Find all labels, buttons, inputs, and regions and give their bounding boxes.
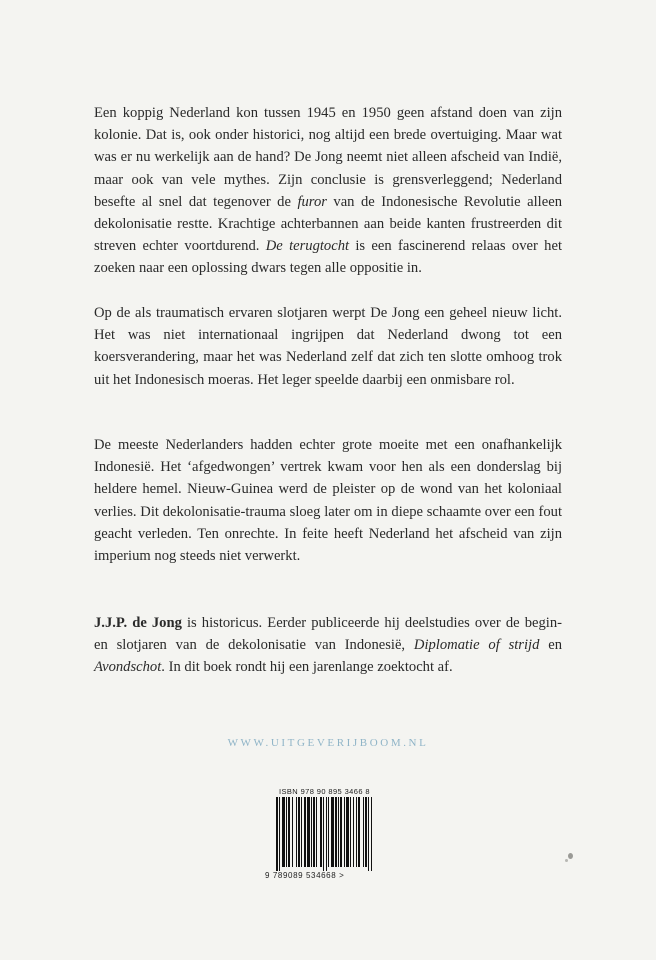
barcode-bar: [331, 797, 334, 867]
barcode-bar: [368, 797, 369, 871]
barcode-bar: [301, 797, 302, 867]
publisher-website-link[interactable]: WWW.UITGEVERIJBOOM.NL: [227, 737, 429, 749]
p4-text-c: en: [539, 637, 562, 654]
barcode-bar: [307, 797, 310, 867]
barcode-bar: [311, 797, 312, 867]
isbn-label: ISBN 978 90 895 3466 8: [279, 787, 370, 796]
barcode-bars: [276, 797, 400, 871]
barcode-digits: 9 789089 534668 >: [265, 871, 345, 880]
blurb-paragraph-1: [94, 102, 562, 280]
barcode-bar: [340, 797, 342, 867]
author-name: J.J.P. de Jong: [94, 615, 182, 631]
isbn-barcode: [265, 787, 400, 887]
paper-speck: [568, 853, 573, 859]
barcode-bar: [356, 797, 357, 867]
barcode-bar: [323, 797, 324, 871]
barcode-bar: [353, 797, 354, 867]
barcode-bar: [365, 797, 367, 867]
p4-italic-book1: Diplomatie of strijd: [413, 637, 540, 654]
p3-text: De meeste Nederlanders hadden echter grote moeite met een onafhankelijk Indonesië. Het ‘afgedwongen’ vertrek kwam voor hen als een donderslag bij heldere hemel. Nieuw-Guinea werd de pleister op de wond van het koloniaal verlies. Dit dekolonisatie-trauma sloeg later om in diepe schaamte over een fout geacht verleden. Ten onrechte. In feite heeft Nederland het afscheid van zijn imperium nog steeds niet verwerkt.: [94, 437, 562, 565]
barcode-bar: [338, 797, 339, 867]
barcode-bar: [286, 797, 287, 867]
barcode-bar: [279, 797, 280, 871]
p1-text-a: Een koppig Nederland kon tussen 1945 en 1950 geen afstand doen van zijn kolonie. Dat is, ook onder historici, nog altijd een brede overtuiging. Maar wat was er nu werkelijk aan de hand? De Jong neemt niet alleen afscheid van Indië, maar ook van vele mythes. Zijn conclusie is grensverleggend; Nederland besefte al snel dat tegenover de: [94, 105, 562, 210]
barcode-bar: [288, 797, 290, 867]
paper-speck-small: [565, 859, 568, 862]
barcode-bar: [298, 797, 300, 867]
barcode-bar: [344, 797, 345, 867]
barcode-bar: [358, 797, 360, 867]
barcode-bar: [316, 797, 317, 867]
blurb-paragraph-2: [94, 302, 562, 391]
p4-italic-book2: Avondschot: [94, 659, 162, 676]
barcode-bar: [335, 797, 337, 867]
barcode-bar: [363, 797, 364, 867]
p1-text-e: is een fascinerend relaas over het zoeken naar een oplossing dwars tegen alle oppositie in.: [94, 238, 563, 277]
barcode-bar: [350, 797, 351, 867]
barcode-bar: [371, 797, 372, 871]
p4-text-e: . In dit boek rondt hij een jarenlange zoektocht af.: [161, 659, 453, 676]
barcode-bar: [313, 797, 315, 867]
barcode-bar: [326, 797, 327, 871]
barcode-bar: [292, 797, 293, 867]
p1-italic-furor: furor: [297, 193, 327, 210]
barcode-bar: [328, 797, 329, 867]
p4-text-a: is historicus. Eerder publiceerde hij deelstudies over de begin- en slotjaren van de dekolonisatie van Indonesië,: [94, 615, 562, 654]
barcode-bar: [282, 797, 285, 867]
barcode-bar: [296, 797, 297, 867]
barcode-bar: [320, 797, 322, 867]
p2-text: Op de als traumatisch ervaren slotjaren werpt De Jong een geheel nieuw licht. Het was niet internationaal ingrijpen dat Nederland dwong tot een koersverandering, maar het was Nederland zelf dat zich ten slotte omhoog trok uit het Indonesisch moeras. Het leger speelde daarbij een onmisbare rol.: [94, 305, 562, 388]
barcode-bar: [346, 797, 349, 867]
blurb-paragraph-3: [94, 434, 562, 567]
author-bio-paragraph: [94, 612, 562, 679]
barcode-bar: [276, 797, 278, 871]
p1-italic-title: De terugtocht: [265, 238, 350, 255]
p1-text-c: van de Indonesische Revolutie alleen dekolonisatie restte. Krachtige achterbannen aan beide kanten frustreerden dit streven echter voortdurend.: [94, 193, 562, 255]
barcode-bar: [304, 797, 306, 867]
